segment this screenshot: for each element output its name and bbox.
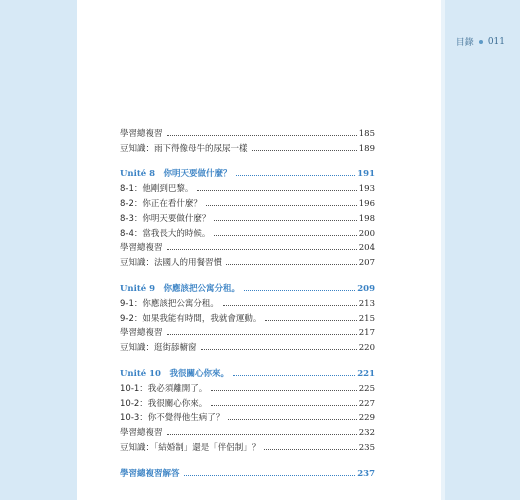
leader-dots xyxy=(197,190,356,191)
leader-dots xyxy=(206,205,357,206)
unit-heading-page: 221 xyxy=(357,368,375,379)
toc-entry-page: 235 xyxy=(358,442,375,453)
leader-dots xyxy=(236,175,356,176)
header-section: 目錄 xyxy=(455,38,474,48)
unit-heading-label: Unité 8 你明天要做什麼？ xyxy=(120,169,232,180)
toc-entry-label: 學習總複習 xyxy=(120,328,163,339)
leader-dots xyxy=(211,405,356,406)
toc-entry[interactable] xyxy=(120,324,375,339)
toc-entry[interactable] xyxy=(120,438,375,453)
header-dot-icon xyxy=(479,40,483,44)
toc-entry-label: 8-3：你明天要做什麼？ xyxy=(120,213,211,224)
toc-entry-page: 200 xyxy=(358,228,375,239)
answers-heading-label: 學習總複習解答 xyxy=(120,468,180,479)
toc-entry-label: 學習總複習 xyxy=(120,243,163,254)
toc-entry-page: 204 xyxy=(358,243,375,254)
table-of-contents xyxy=(120,124,375,479)
unit-heading-page: 209 xyxy=(357,283,375,294)
right-margin-band xyxy=(445,0,520,500)
toc-entry[interactable] xyxy=(120,394,375,409)
leader-dots xyxy=(167,249,357,250)
toc-entry-label: 10-3：你不覺得他生病了？ xyxy=(120,413,225,424)
toc-entry-page: 198 xyxy=(358,213,375,224)
toc-entry-label: 豆知識：「結婚制」還是「伴侶制」？ xyxy=(120,442,261,453)
leader-dots xyxy=(223,305,357,306)
toc-entry-label: 學習總複習 xyxy=(120,428,163,439)
toc-entry-page: 225 xyxy=(358,383,375,394)
toc-entry-label: 8-2：你正在看什麼？ xyxy=(120,198,202,209)
toc-entry-label: 10-1：我必須離開了。 xyxy=(120,383,208,394)
toc-entry[interactable] xyxy=(120,309,375,324)
toc-entry[interactable] xyxy=(120,179,375,194)
unit-heading-10[interactable] xyxy=(120,364,375,379)
toc-entry-label: 豆知識：雨下得像母牛的尿尿一樣 xyxy=(120,143,248,154)
toc-entry[interactable] xyxy=(120,294,375,309)
toc-entry-page: 185 xyxy=(358,128,375,139)
toc-entry[interactable] xyxy=(120,253,375,268)
toc-entry-label: 9-1：你應該把公寓分租。 xyxy=(120,298,219,309)
leader-dots xyxy=(244,290,355,291)
page-edge-shadow xyxy=(441,0,445,500)
toc-entry[interactable] xyxy=(120,209,375,224)
answers-heading-page: 237 xyxy=(357,468,375,479)
toc-entry[interactable] xyxy=(120,379,375,394)
unit-heading-label: Unité 10 我很關心你來。 xyxy=(120,368,229,379)
toc-entry-label: 8-1：他剛到巴黎。 xyxy=(120,184,194,195)
toc-entry-label: 豆知識：法國人的用餐習慣 xyxy=(120,258,223,269)
unit-heading-9[interactable] xyxy=(120,279,375,294)
toc-entry[interactable] xyxy=(120,139,375,154)
leader-dots xyxy=(226,264,357,265)
toc-entry[interactable] xyxy=(120,423,375,438)
left-margin-band xyxy=(0,0,77,500)
leader-dots xyxy=(252,150,357,151)
toc-entry-label: 9-2：如果我能有時間，我就會運動。 xyxy=(120,313,262,324)
running-header xyxy=(456,35,505,48)
toc-entry-page: 229 xyxy=(358,413,375,424)
toc-entry-label: 10-2：我很關心你來。 xyxy=(120,398,208,409)
toc-entry[interactable] xyxy=(120,409,375,424)
leader-dots xyxy=(167,135,357,136)
unit-heading-label: Unité 9 你應該把公寓分租。 xyxy=(120,283,241,294)
leader-dots xyxy=(211,390,356,391)
toc-entry[interactable] xyxy=(120,124,375,139)
toc-entry-label: 8-4：當我長大的時候。 xyxy=(120,228,211,239)
leader-dots xyxy=(233,375,355,376)
header-page-number: 011 xyxy=(487,36,505,47)
unit-heading-8[interactable] xyxy=(120,165,375,180)
toc-entry-label: 豆知識：逛街舔櫥窗 xyxy=(120,343,197,354)
toc-entry-page: 232 xyxy=(358,428,375,439)
leader-dots xyxy=(265,320,356,321)
toc-entry-page: 213 xyxy=(358,298,375,309)
leader-dots xyxy=(264,449,357,450)
unit-heading-page: 191 xyxy=(357,169,375,180)
answers-heading[interactable] xyxy=(120,464,375,479)
leader-dots xyxy=(184,475,356,476)
toc-entry-page: 207 xyxy=(358,258,375,269)
toc-entry[interactable] xyxy=(120,194,375,209)
leader-dots xyxy=(214,220,356,221)
toc-entry[interactable] xyxy=(120,239,375,254)
leader-dots xyxy=(167,334,357,335)
leader-dots xyxy=(214,235,356,236)
toc-entry-page: 217 xyxy=(358,328,375,339)
toc-entry-page: 227 xyxy=(358,398,375,409)
toc-entry[interactable] xyxy=(120,338,375,353)
toc-entry-page: 196 xyxy=(358,198,375,209)
toc-entry-page: 215 xyxy=(358,313,375,324)
leader-dots xyxy=(228,419,356,420)
toc-entry-page: 220 xyxy=(358,343,375,354)
leader-dots xyxy=(167,434,357,435)
toc-entry-label: 學習總複習 xyxy=(120,128,163,139)
toc-entry-page: 189 xyxy=(358,143,375,154)
toc-entry-page: 193 xyxy=(358,184,375,195)
toc-entry[interactable] xyxy=(120,224,375,239)
leader-dots xyxy=(201,349,357,350)
